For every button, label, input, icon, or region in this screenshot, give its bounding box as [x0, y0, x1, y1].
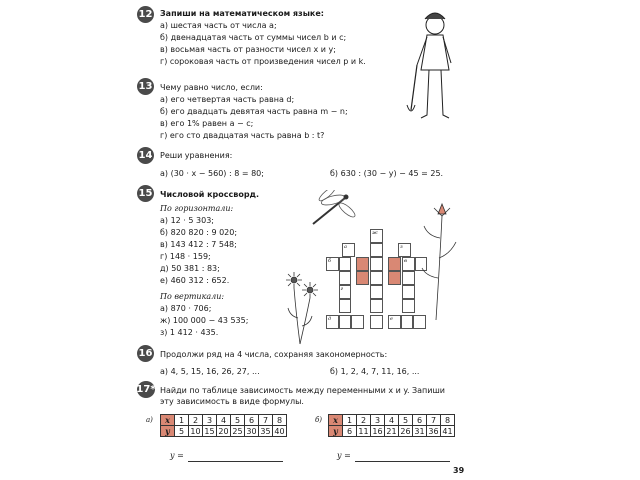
crossword-cell[interactable] [339, 299, 352, 313]
table-cell: 7 [259, 415, 273, 426]
task-17-title-line1: Найди по таблице зависимость между переменными x и y. Запиши [160, 386, 446, 395]
task-15-h-f: е) 460 312 : 652. [160, 276, 230, 285]
task-16-seq-b: б) 1, 2, 4, 7, 11, 16, ... [330, 367, 420, 376]
crossword-cell[interactable] [339, 257, 352, 271]
table-b-row-y [329, 426, 455, 437]
table-a-row-y [161, 426, 287, 437]
crossword-cell[interactable] [370, 257, 383, 271]
task-15-h-c: в) 143 412 : 7 548; [160, 240, 237, 249]
task-16-title: Продолжи ряд на 4 числа, сохраняя закономерность: [160, 350, 388, 359]
table-cell: 31 [414, 426, 425, 436]
crossword-cell[interactable] [370, 315, 383, 329]
task-15-v-z: з) 1 412 · 435. [160, 328, 219, 337]
table-cell: 8 [441, 415, 455, 426]
task-15-h-e: д) 50 381 : 83; [160, 264, 220, 273]
crossword-cell[interactable] [339, 271, 352, 285]
crossword-cell-shaded [356, 257, 369, 271]
crossword-cell[interactable]: д [326, 315, 339, 329]
table-cell: 8 [273, 415, 287, 426]
crossword-cell-shaded [356, 271, 369, 285]
crossword-cell[interactable]: в [402, 257, 415, 271]
task-13-title: Чему равно число, если: [160, 83, 263, 92]
crossword-grid [316, 229, 426, 333]
table-cell: 20 [218, 426, 229, 436]
table-cell: 40 [274, 426, 285, 436]
table-cell: 21 [386, 426, 397, 436]
crossword-cell[interactable] [370, 243, 383, 257]
crossword-cell[interactable] [351, 315, 364, 329]
task-17-badge: 17* [137, 381, 155, 398]
crossword-cell[interactable] [402, 271, 415, 285]
task-14-badge: 14 [137, 147, 154, 164]
task-15-v-a: а) 870 · 706; [160, 304, 212, 313]
task-12-item-d: г) сороковая часть от произведения чисел p и k. [160, 57, 366, 66]
formula-a-answer-line[interactable] [188, 461, 283, 462]
task-14-eq-b: б) 630 : (30 − y) − 45 = 25. [330, 169, 444, 178]
table-cell: 4 [385, 415, 399, 426]
table-cell: 7 [427, 415, 441, 426]
table-cell: 4 [217, 415, 231, 426]
table-cell: 15 [204, 426, 215, 436]
table-a-x-head: x [161, 415, 175, 426]
table-cell: 2 [189, 415, 203, 426]
crossword-cell[interactable]: ж [370, 229, 383, 243]
crossword-cell-shaded [388, 257, 401, 271]
table-cell: 2 [357, 415, 371, 426]
task-12-item-c: в) восьмая часть от разности чисел x и y; [160, 45, 336, 54]
task-12-item-a: а) шестая часть от числа a; [160, 21, 277, 30]
table-cell: 6 [245, 415, 259, 426]
crossword-cell[interactable] [402, 285, 415, 299]
crossword-cell[interactable] [370, 285, 383, 299]
task-14-eq-a: а) (30 · x − 560) : 8 = 80; [160, 169, 264, 178]
task-16-badge: 16 [137, 345, 154, 362]
table-cell: 16 [372, 426, 383, 436]
daisy-illustration [282, 268, 322, 346]
table-cell: 30 [246, 426, 257, 436]
table-cell: 6 [343, 426, 357, 437]
table-cell: 5 [175, 426, 189, 437]
table-b-y-head: y [329, 426, 343, 437]
dragonfly-illustration [305, 190, 360, 230]
formula-b-answer-line[interactable] [355, 461, 450, 462]
task-13-item-b: б) его двадцать девятая часть равна m − n; [160, 107, 348, 116]
task-15-v-zh: ж) 100 000 − 43 535; [160, 316, 249, 325]
task-12-badge: 12 [137, 6, 154, 23]
task-15-h-a: а) 12 · 5 303; [160, 216, 214, 225]
task-16-seq-a: а) 4, 5, 15, 16, 26, 27, ... [160, 367, 260, 376]
task-13-item-d: г) его сто двадцатая часть равна b : t? [160, 131, 325, 140]
table-b [328, 414, 455, 437]
page-number: 39 [453, 466, 465, 475]
table-a-y-head: y [161, 426, 175, 437]
crossword-cell[interactable]: б [326, 257, 339, 271]
table-cell: 36 [428, 426, 439, 436]
crossword-cell[interactable]: з [398, 243, 411, 257]
crossword-cell[interactable] [339, 315, 352, 329]
task-15-horizontal-title: По горизонтали: [160, 204, 234, 213]
table-cell: 5 [399, 415, 413, 426]
crossword-cell[interactable] [402, 299, 415, 313]
table-b-label: б) [315, 416, 323, 424]
task-17-title-line2: эту зависимость в виде формулы. [160, 397, 304, 406]
table-a-label: а) [146, 416, 153, 424]
table-cell: 3 [371, 415, 385, 426]
table-b-x-head: x [329, 415, 343, 426]
task-15-badge: 15 [137, 185, 154, 202]
task-15-title: Числовой кроссворд. [160, 190, 260, 199]
table-cell: 35 [260, 426, 271, 436]
table-cell: 1 [175, 415, 189, 426]
task-15-h-b: б) 820 820 : 9 020; [160, 228, 238, 237]
task-15-vertical-title: По вертикали: [160, 292, 225, 301]
table-cell: 3 [203, 415, 217, 426]
crossword-cell[interactable]: г [339, 285, 352, 299]
crossword-cell-shaded [388, 271, 401, 285]
formula-b-label: y = [337, 451, 351, 460]
crossword-cell[interactable] [401, 315, 414, 329]
table-cell: 6 [413, 415, 427, 426]
task-14-title: Реши уравнения: [160, 151, 233, 160]
table-cell: 1 [343, 415, 357, 426]
task-12-item-b: б) двенадцатая часть от суммы чисел b и c; [160, 33, 347, 42]
task-15-h-d: г) 148 · 159; [160, 252, 211, 261]
table-cell: 41 [442, 426, 453, 436]
crossword-cell[interactable] [370, 271, 383, 285]
formula-a-label: y = [170, 451, 184, 460]
table-b-row-x [329, 415, 455, 426]
table-cell: 25 [232, 426, 243, 436]
table-a [160, 414, 287, 437]
table-a-row-x [161, 415, 287, 426]
flower-illustration [420, 198, 464, 323]
table-cell: 5 [231, 415, 245, 426]
table-cell: 11 [358, 426, 369, 436]
crossword-cell[interactable]: а [342, 243, 355, 257]
task-13-item-c: в) его 1% равен a − c; [160, 119, 254, 128]
table-cell: 26 [400, 426, 411, 436]
table-cell: 10 [190, 426, 201, 436]
crossword-cell[interactable] [370, 299, 383, 313]
task-13-item-a: а) его четвертая часть равна d; [160, 95, 295, 104]
task-13-badge: 13 [137, 78, 154, 95]
task-12-title: Запиши на математическом языке: [160, 9, 324, 18]
crossword-cell[interactable]: е [388, 315, 401, 329]
boy-illustration [405, 5, 465, 130]
